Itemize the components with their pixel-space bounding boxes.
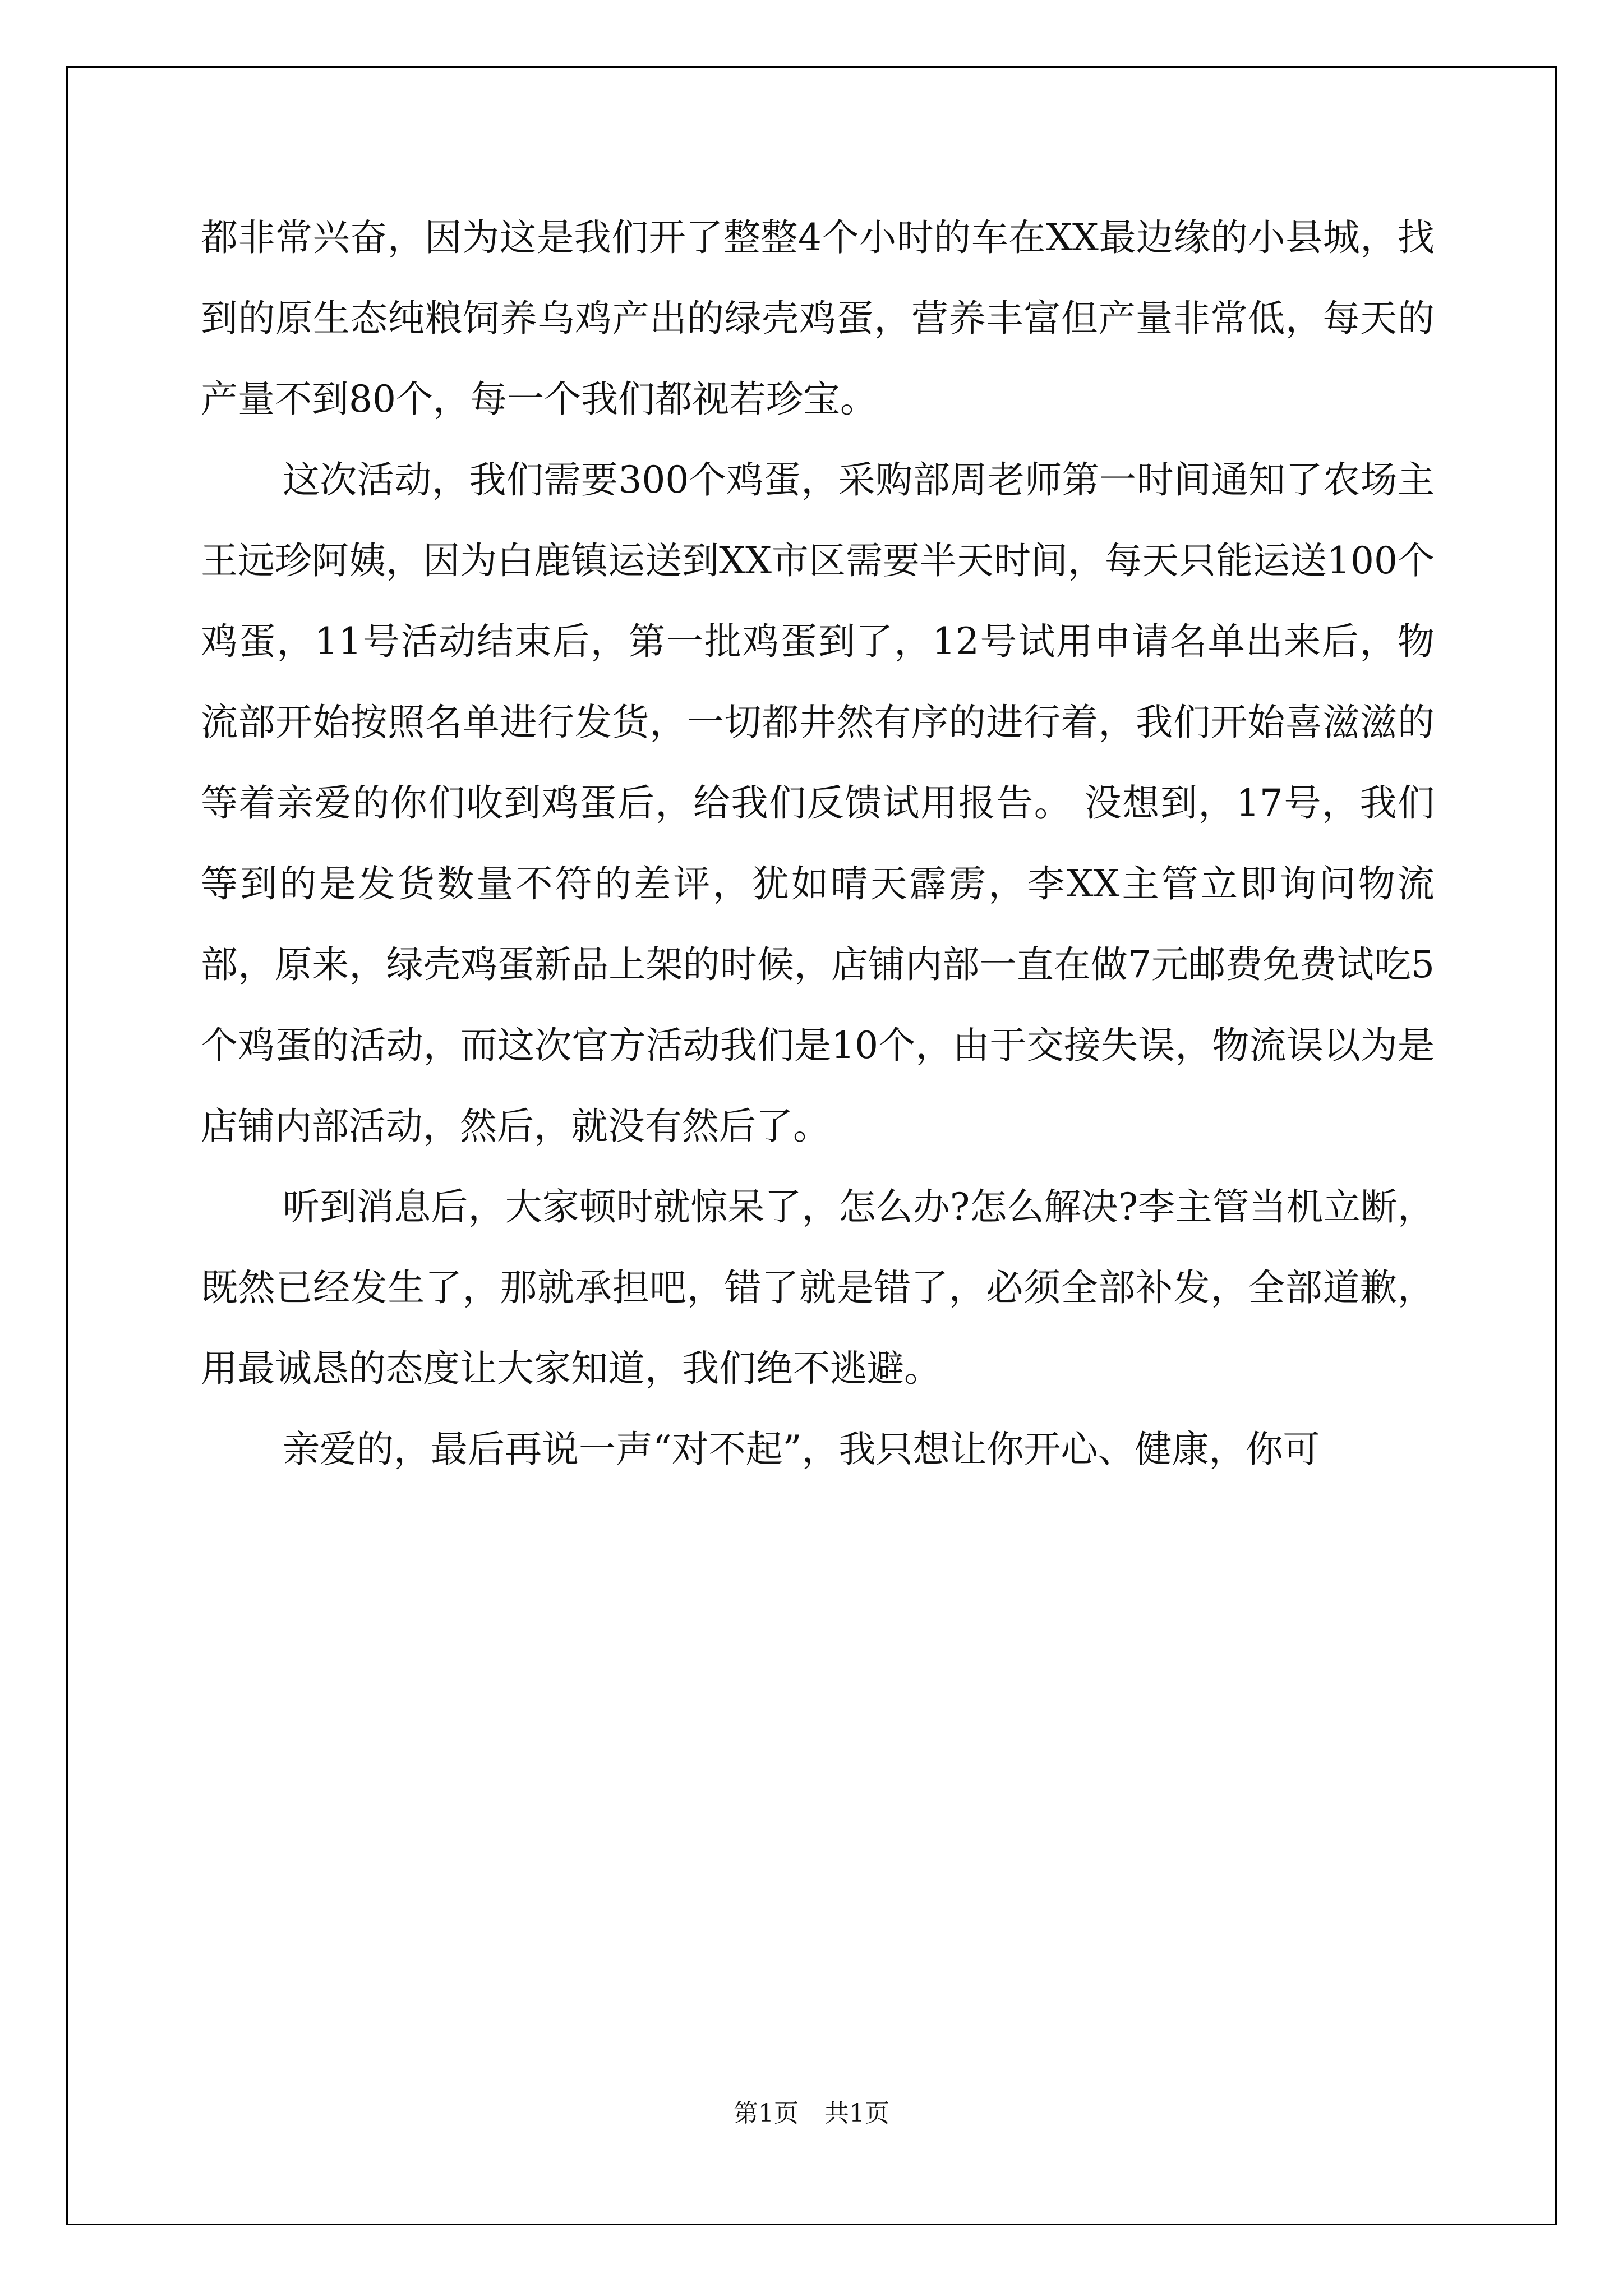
paragraph-4: 亲爱的，最后再说一声“对不起”，我只想让你开心、健康，你可 bbox=[283, 1428, 1320, 1471]
page-total: 共1页 bbox=[824, 2099, 889, 2128]
paragraph-1: 都非常兴奋，因为这是我们开了整整4个小时的车在XX最边缘的小县城，找到的原生态纯粮饲养乌鸡产出的绿壳鸡蛋，营养丰富但产量非常低，每天的产量不到80个，每一个我们都视若珍宝。 bbox=[201, 216, 1435, 421]
page-number: 第1页 bbox=[734, 2099, 799, 2128]
paragraph-2: 这次活动，我们需要300个鸡蛋，采购部周老师第一时间通知了农场主王远珍阿姨，因为白鹿镇运送到XX市区需要半天时间，每天只能运送100个鸡蛋，11号活动结束后，第一批鸡蛋到了，12号试用申请名单出来后，物流部开始按照名单进行发货，一切都井然有序的进行着，我们开始喜滋滋的等着亲爱的你们收到鸡蛋后，给我们反馈试用报告。 没想到，17号，我们等到的是发货数量不符的差评，犹如晴天霹雳，李XX主管立即询问物流部，原来，绿壳鸡蛋新品上架的时候，店铺内部一直在做7元邮费免费试吃5个鸡蛋的活动，而这次官方活动我们是10个，由于交接失误，物流误以为是店铺内部活动，然后，就没有然后了。 bbox=[201, 458, 1435, 1148]
paragraph-3: 听到消息后，大家顿时就惊呆了，怎么办?怎么解决?李主管当机立断，既然已经发生了，那就承担吧，错了就是错了，必须全部补发，全部道歉，用最诚恳的态度让大家知道，我们绝不逃避。 bbox=[201, 1185, 1435, 1390]
document-body bbox=[201, 197, 1435, 1490]
page-footer bbox=[0, 2097, 1623, 2131]
